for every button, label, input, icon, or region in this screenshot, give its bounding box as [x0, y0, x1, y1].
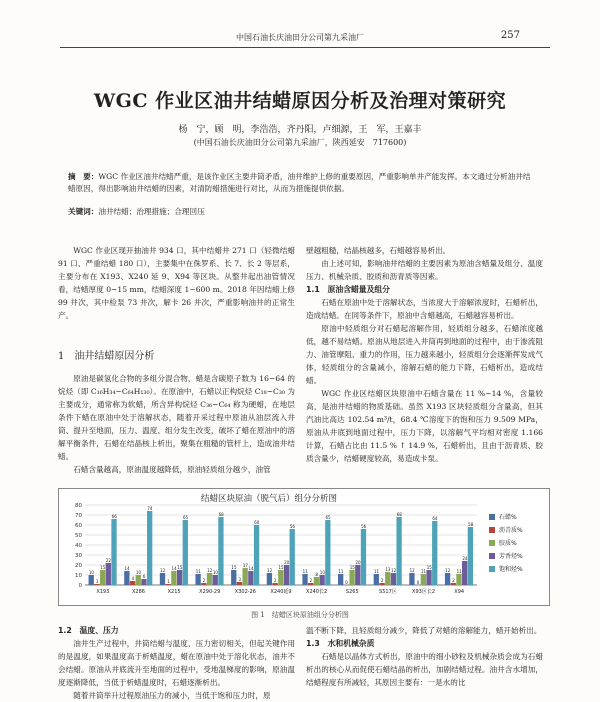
- bar: [290, 529, 295, 585]
- section-1-3-column: [306, 624, 543, 689]
- legend-swatch: [489, 540, 495, 546]
- y-tick-label: 60: [75, 523, 82, 529]
- x-tick-label: X94: [454, 589, 465, 595]
- bar: [201, 583, 206, 585]
- subsection-1-3: 1.3 水和机械杂质: [306, 639, 375, 648]
- bar: [445, 573, 450, 585]
- bar: [468, 527, 473, 585]
- bar: [355, 565, 360, 585]
- data-label: 12: [409, 568, 415, 573]
- data-label: 11: [338, 569, 344, 574]
- legend-label: 胶质%: [499, 540, 517, 547]
- data-label: 24: [462, 556, 468, 561]
- bar: [213, 575, 218, 585]
- data-label: 65: [182, 515, 189, 520]
- y-tick-label: 20: [75, 563, 82, 569]
- x-tick-label: X215: [167, 589, 181, 595]
- data-label: 1: [167, 579, 170, 584]
- bar: [254, 525, 259, 585]
- bar: [456, 574, 461, 585]
- data-label: 11: [456, 569, 462, 574]
- x-tick-label: X290-29: [199, 589, 221, 595]
- data-label: 2: [309, 578, 313, 583]
- bar: [124, 571, 129, 585]
- data-label: 0: [416, 580, 420, 585]
- x-tick-label: X240延9: [270, 589, 292, 595]
- bar: [396, 517, 401, 585]
- data-label: 15: [349, 565, 355, 570]
- bar: [243, 568, 248, 585]
- x-tick-label: X240长2: [306, 589, 328, 595]
- bar: [94, 584, 99, 585]
- section-1-2-continued: 温不断下降，且轻质组分减少，降低了对蜡的溶解能力，蜡开始析出。: [306, 626, 542, 635]
- data-label: 68: [396, 512, 402, 517]
- legend-label: 芳香烃%: [499, 553, 523, 560]
- bar: [319, 575, 324, 585]
- data-label: 20: [284, 560, 290, 565]
- data-label: 66: [111, 514, 117, 519]
- abstract-label: 摘 要：: [68, 172, 99, 181]
- keywords-text: 油井结蜡；治理措施；合理回压: [98, 207, 205, 216]
- legend-label: 沥青质%: [499, 527, 523, 534]
- data-label: 64: [432, 516, 438, 521]
- header-rule: [60, 47, 550, 48]
- figure-1-chart: [58, 488, 550, 606]
- bar: [421, 574, 426, 585]
- legend-swatch: [489, 566, 495, 572]
- bar: [272, 583, 277, 585]
- data-label: 12: [160, 568, 166, 573]
- bar: [218, 517, 223, 585]
- keywords-label: 关键词：: [68, 207, 99, 216]
- data-label: 11: [420, 569, 427, 574]
- page-header: [0, 30, 600, 46]
- legend-swatch: [489, 527, 495, 533]
- data-label: 60: [254, 520, 260, 525]
- data-label: 4: [131, 576, 135, 581]
- legend-swatch: [489, 514, 495, 520]
- legend-label: 石蜡%: [499, 514, 517, 521]
- bar: [302, 574, 307, 585]
- paper-title: WGC 作业区油井结蜡原因分析及治理对策研究: [93, 90, 507, 112]
- data-label: 17: [242, 563, 248, 568]
- bar: [379, 583, 384, 585]
- bar: [451, 583, 456, 585]
- page-number: 257: [500, 30, 520, 41]
- data-label: 13: [385, 567, 391, 572]
- data-label: 56: [289, 524, 295, 529]
- section-1-2-paragraph-1: 油井生产过程中，井筒结蜡与温度、压力密切相关，但起关键作用的是温度，如果温度高于析蜡温度，蜡在原油中处于溶化状态，油井不会结蜡。原油从井底流升至地面的过程中，受地温梯度的影响，原油温度逐渐降低，当低于析蜡温度时，石蜡逐渐析出。: [58, 639, 295, 687]
- bar: [325, 520, 330, 585]
- legend-swatch: [489, 553, 495, 559]
- bar: [183, 520, 188, 585]
- section1-paragraph-1: 原油是碳氢化合物的多组分混合物，蜡是含碳原子数为 16~64 的烷烃（即 C₁₆H₃₄~C₆₄H₁₃₀）。在原油中，石蜡以正构烷烃 C₁₈~C₃₀ 为主要成分，通常称为软蜡，所含异构烷烃 C₃₆~C₆₄ 称为硬蜡，在地层条件下蜡在原油中处于溶解状态，随着开采过程中原油从油层流入井筒、提升至地面，压力、温度、组分发生改变，破坏了蜡在原油中的溶解平衡条件，石蜡在结晶核上析出，聚集在粗糙的管杆上，造成油井结蜡。: [58, 374, 295, 461]
- data-label: 11: [195, 569, 201, 574]
- data-label: 15: [278, 565, 284, 570]
- data-label: 65: [325, 515, 331, 520]
- bar: [409, 573, 414, 585]
- right-paragraph-4: WGC 作业区结蜡区块原油中石蜡含量在 11 %~14 %，含量较高，是油井结蜡的物质基础。虽然 X193 区块轻质组分含量高，但其汽油比高达 102.54 m³/t，68.4 ℃溶度下的饱和压力 9.509 MPa，原油从井底到地面过程中，压力下降，以溶解气平均相对密度 1.166 计算，石蜡占比由 11.5 % ↑ 14.9 %，石蜡析出，且由于沥青质、胶质含量少，结蜡硬度较高，易造成卡泵。: [306, 389, 543, 463]
- data-label: 1: [95, 579, 99, 584]
- bar: [361, 529, 366, 585]
- bar: [314, 577, 319, 585]
- data-label: 15: [426, 565, 432, 570]
- bar: [338, 574, 343, 585]
- data-label: 74: [147, 506, 153, 511]
- bar: [89, 575, 94, 585]
- section-heading-1: 1 油井结蜡原因分析: [58, 351, 155, 362]
- bar: [141, 579, 146, 585]
- data-label: 68: [218, 512, 224, 517]
- section-1-2-column: [58, 624, 295, 702]
- right-paragraph-2: 石蜡在原油中处于溶解状态，当浓度大于溶解浓度时，石蜡析出，造成结蜡。在同等条件下，原油中含蜡越高，石蜡越容易析出。: [306, 298, 543, 320]
- keywords: [68, 206, 538, 217]
- legend-label: 饱和烃%: [499, 566, 523, 573]
- y-tick-label: 10: [75, 573, 82, 579]
- right-paragraph-0: 壁越粗糙，结晶核越多，石蜡越容易析出。: [306, 246, 451, 255]
- data-label: 10: [212, 570, 218, 575]
- right-paragraph-1: 由上述可知，影响油井结蜡的主要因素为原油含蜡量及组分、温度压力、机械杂质、胶质和沥青质等因素。: [306, 259, 543, 281]
- data-label: 14: [171, 566, 177, 571]
- bar: [462, 561, 467, 585]
- bar: [248, 571, 253, 585]
- abstract: [68, 171, 538, 194]
- data-label: 14: [248, 566, 254, 571]
- bar: [111, 519, 116, 585]
- bar: [374, 574, 379, 585]
- bar: [160, 573, 165, 585]
- data-label: 11: [302, 569, 308, 574]
- data-label: 2: [380, 578, 384, 583]
- journal-name: 中国石油长庆油田分公司第九采油厂: [236, 33, 364, 42]
- data-label: 12: [267, 568, 273, 573]
- section1-paragraph-2: 石蜡含量越高，原油温度越降低，原油轻质组分越少，油管: [73, 465, 271, 474]
- data-label: 56: [361, 524, 367, 529]
- x-tick-label: S265: [345, 589, 359, 595]
- data-label: 10: [88, 570, 94, 575]
- bar: [308, 583, 313, 585]
- section1-column: [58, 372, 295, 476]
- y-tick-label: 80: [75, 503, 82, 509]
- section-1-3-paragraph: 石蜡是以晶体方式析出，原油中的细小砂粒及机械杂质会成为石蜡析出的核心从而促使石蜡结晶的析出，加剧结蜡过程。油井含水增加，结蜡程度有所减轻，其原因主要有：一是水的比: [306, 652, 543, 687]
- bar: [237, 582, 242, 585]
- bar: [195, 574, 200, 585]
- data-label: 12: [445, 568, 451, 573]
- x-tick-label: X193: [96, 589, 110, 595]
- x-tick-label: X302-26: [234, 589, 256, 595]
- x-tick-label: X93区长2: [412, 589, 436, 595]
- bar: [278, 570, 283, 585]
- right-paragraph-3: 原油中轻质组分对石蜡起溶解作用，轻质组分越多，石蜡浓度越低，越不易结蜡。原油从地层进入井筒再到地面的过程中，由于渗流阻力、油管摩阻、重力的作用，压力越来越小，轻质组分会逐渐挥发成气体，轻质组分的含量减小，溶解石蜡的能力下降，石蜡析出，造成结蜡。: [306, 324, 543, 385]
- data-label: 58: [468, 522, 474, 527]
- abstract-text: WGC 作业区油井结蜡严重，是该作业区主要井筒矛盾，油井维护上修的重要原因，严重影响单井产能发挥。本文通过分析油井结蜡原因，得出影响油井结蜡的因素，对清防蜡措施进行对比，从而为措施提供依据。: [68, 172, 531, 193]
- bar: [171, 571, 176, 585]
- data-label: 10: [135, 570, 142, 575]
- data-label: 14: [124, 566, 130, 571]
- x-tick-label: X286: [131, 589, 145, 595]
- chart-title: 结蜡区块原油（脱气后）组分分析图: [200, 494, 337, 504]
- bar: [100, 570, 105, 585]
- data-label: 15: [100, 565, 106, 570]
- bar: [231, 570, 236, 585]
- data-label: 2: [202, 578, 206, 583]
- y-tick-label: 40: [75, 543, 82, 549]
- y-tick-label: 70: [75, 513, 82, 519]
- authors: 杨 宁，顾 明，李浩浩，齐丹阳，卢细源，王 军，王嘉丰: [178, 125, 422, 135]
- data-label: 2: [274, 578, 277, 583]
- data-label: 10: [319, 570, 325, 575]
- bar: [147, 511, 152, 585]
- intro-column: [58, 244, 295, 322]
- figure-caption: 图 1 结蜡区块原油组分分析图: [251, 611, 349, 619]
- data-label: 2: [452, 578, 455, 583]
- data-label: 20: [355, 560, 361, 565]
- bar: [391, 573, 396, 585]
- data-label: 22: [105, 558, 112, 563]
- data-label: 12: [207, 568, 213, 573]
- bar: [166, 584, 171, 585]
- bar: [349, 570, 354, 585]
- subsection-1-1: 1.1 原油含蜡量及组分: [306, 285, 390, 294]
- bar: [432, 521, 437, 585]
- data-label: 12: [391, 568, 397, 573]
- bar: [385, 572, 390, 585]
- data-label: 3: [238, 577, 241, 582]
- data-label: 8: [315, 572, 318, 577]
- right-column: [306, 244, 543, 465]
- data-label: 11: [373, 569, 380, 574]
- chart-svg: [59, 489, 549, 605]
- bar: [267, 573, 272, 585]
- y-tick-label: 50: [75, 533, 82, 539]
- bar: [136, 575, 141, 585]
- affiliation: (中国石油长庆油田分公司第九采油厂，陕西延安 717600): [193, 138, 407, 147]
- bar: [426, 570, 431, 585]
- y-tick-label: 30: [75, 553, 82, 559]
- bar: [130, 581, 135, 585]
- bar: [207, 573, 212, 585]
- bar: [284, 565, 289, 585]
- bar: [177, 570, 182, 585]
- bar: [106, 563, 111, 585]
- y-tick-label: 0: [78, 583, 82, 589]
- section-1-2-paragraph-2: 随着井筒举升过程原油压力的减小，当低于饱和压力时，原: [73, 691, 271, 700]
- x-tick-label: S517区: [379, 589, 397, 595]
- intro-paragraph: WGC 作业区现开抽油井 934 口，其中结蜡井 271 口（轻微结蜡 91 口、严重结蜡 180 口），主要集中在侏罗系、长 7、长 2 等层系，主要分布在 X193、X240 延 9、X94 等区块。从整井起出油管情况看，结蜡厚度 0~15 mm，结蜡深度 1~600 m。2018 年因结蜡上修 99 井次，其中检泵 73 井次，解卡 26 井次，严重影响油井的正常生产。: [58, 246, 295, 320]
- data-label: 15: [177, 565, 183, 570]
- data-label: 0: [345, 580, 348, 585]
- data-label: 6: [142, 574, 146, 579]
- subsection-1-2: 1.2 温度、压力: [58, 626, 119, 635]
- data-label: 15: [231, 565, 237, 570]
